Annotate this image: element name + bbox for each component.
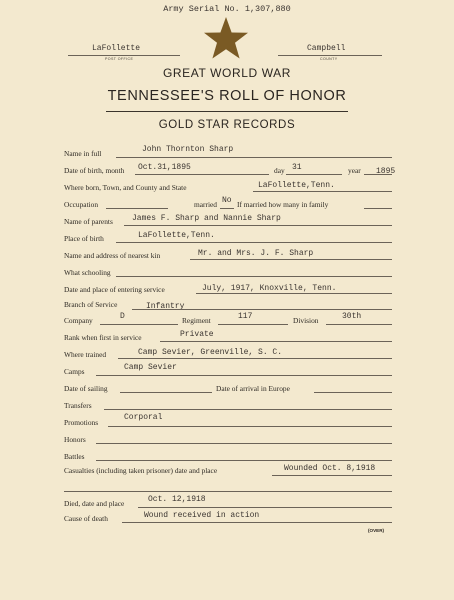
if-married-label: If married how many in family bbox=[237, 200, 329, 209]
entering-label: Date and place of entering service bbox=[64, 285, 165, 294]
year-label: year bbox=[348, 166, 361, 175]
sailing-label: Date of sailing bbox=[64, 384, 108, 393]
trained-label: Where trained bbox=[64, 350, 107, 359]
occupation-label: Occupation bbox=[64, 200, 99, 209]
trained-value: Camp Sevier, Greenville, S. C. bbox=[138, 348, 283, 357]
camps-value: Camp Sevier bbox=[124, 363, 177, 372]
honors-label: Honors bbox=[64, 435, 86, 444]
year-value: 1895 bbox=[376, 167, 396, 176]
married-value: No bbox=[222, 196, 232, 205]
division-value: 30th bbox=[342, 312, 362, 321]
casualties-label: Casualties (including taken prisoner) date and place bbox=[64, 466, 218, 475]
camps-label: Camps bbox=[64, 367, 85, 376]
cause-label: Cause of death bbox=[64, 514, 108, 523]
post-office-value: LaFollette bbox=[92, 44, 141, 53]
company-label: Company bbox=[64, 316, 93, 325]
post-office-label: POST OFFICE bbox=[105, 57, 134, 61]
casualties-value: Wounded Oct. 8,1918 bbox=[284, 464, 376, 473]
promotions-value: Corporal bbox=[124, 413, 163, 422]
regiment-value: 117 bbox=[238, 312, 253, 321]
parents-label: Name of parents bbox=[64, 217, 113, 226]
schooling-label: What schooling bbox=[64, 268, 111, 277]
title-great-world-war: GREAT WORLD WAR bbox=[162, 66, 292, 80]
division-label: Division bbox=[293, 316, 319, 325]
battles-label: Battles bbox=[64, 452, 85, 461]
gold-star-icon bbox=[202, 16, 250, 60]
county-label: COUNTY bbox=[320, 57, 338, 61]
transfers-label: Transfers bbox=[64, 401, 92, 410]
promotions-label: Promotions bbox=[64, 418, 99, 427]
where-born-label: Where born, Town, and County and State bbox=[64, 183, 187, 192]
place-birth-label: Place of birth bbox=[64, 234, 104, 243]
where-born-value: LaFollette,Tenn. bbox=[258, 181, 335, 190]
died-label: Died, date and place bbox=[64, 499, 125, 508]
arrival-label: Date of arrival in Europe bbox=[216, 384, 290, 393]
parents-value: James F. Sharp and Nannie Sharp bbox=[132, 214, 281, 223]
cause-value: Wound received in action bbox=[144, 511, 260, 520]
dob-label: Date of birth, month bbox=[64, 166, 125, 175]
kin-value: Mr. and Mrs. J. F. Sharp bbox=[198, 249, 314, 258]
rank-label: Rank when first in service bbox=[64, 333, 142, 342]
place-birth-value: LaFollette,Tenn. bbox=[138, 231, 215, 240]
day-value: 31 bbox=[292, 163, 302, 172]
company-value: D bbox=[120, 312, 125, 321]
regiment-label: Regiment bbox=[182, 316, 211, 325]
branch-value: Infantry bbox=[146, 302, 185, 311]
died-value: Oct. 12,1918 bbox=[148, 495, 206, 504]
title-roll-of-honor: TENNESSEE'S ROLL OF HONOR bbox=[107, 88, 347, 104]
branch-label: Branch of Service bbox=[64, 300, 118, 309]
married-label: married bbox=[194, 200, 217, 209]
kin-label: Name and address of nearest kin bbox=[64, 251, 161, 260]
over-label: (OVER) bbox=[368, 528, 385, 533]
name-value: John Thornton Sharp bbox=[142, 145, 234, 154]
entering-value: July, 1917, Knoxville, Tenn. bbox=[202, 284, 337, 293]
army-serial-number: Army Serial No. 1,307,880 bbox=[163, 4, 291, 14]
title-gold-star-records: GOLD STAR RECORDS bbox=[158, 119, 296, 131]
rank-value: Private bbox=[180, 330, 214, 339]
county-value: Campbell bbox=[307, 44, 346, 53]
name-label: Name in full bbox=[64, 149, 102, 158]
dob-value: Oct.31,1895 bbox=[138, 163, 191, 172]
day-label: day bbox=[274, 166, 285, 175]
